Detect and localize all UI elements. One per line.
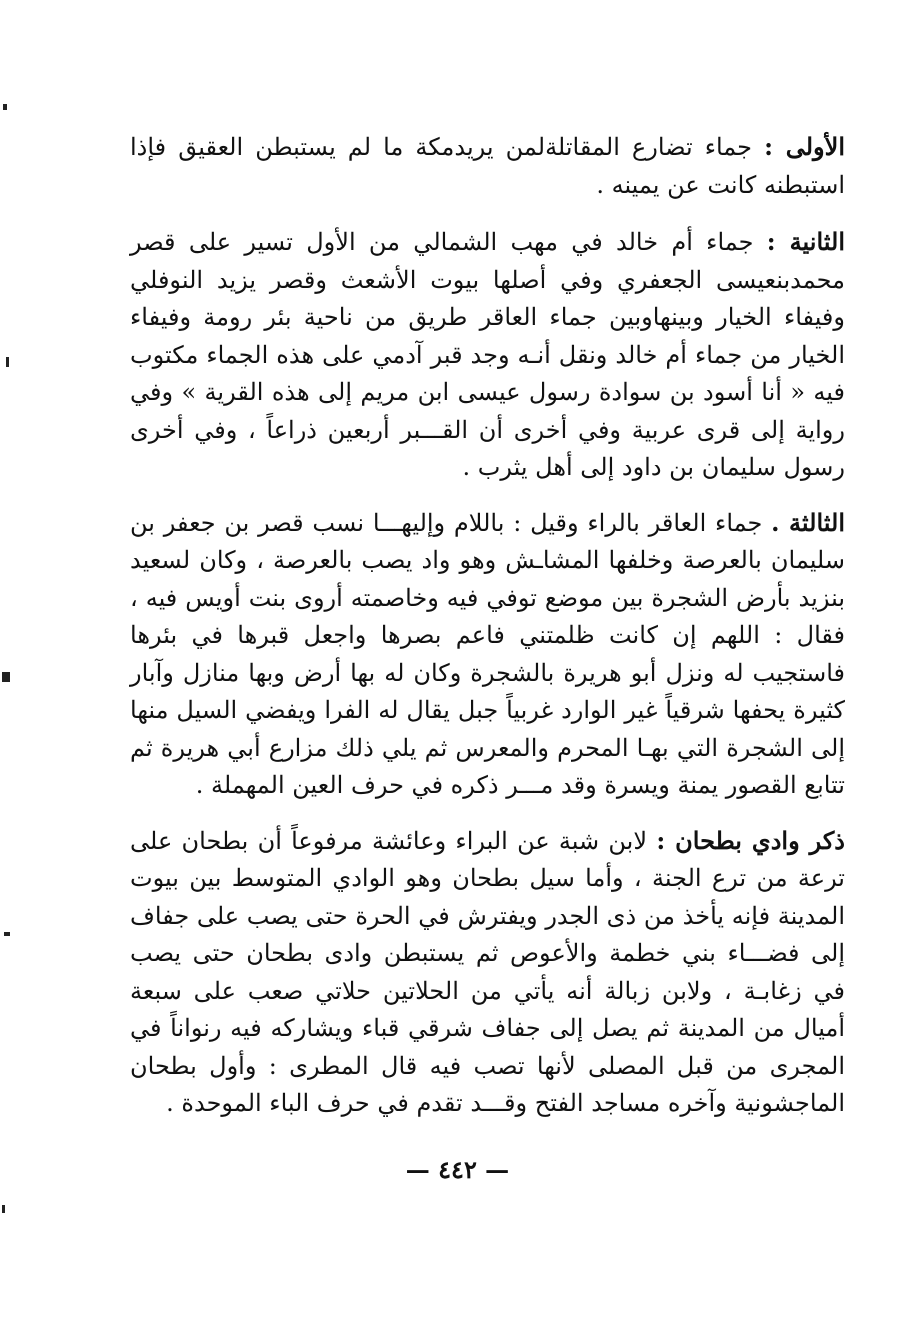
paragraph-text: لابن شبة عن البراء وعائشة مرفوعاً أن بطحان على ترعة من ترع الجنة ، وأما سيل بطحان وهو الوادي المتوسط بين بيوت المدينة فإنه يأخذ من ذى الجدر ويفترش في الحرة حتى يصب على جفاف إلى فضـــاء بني خطمة والأعوص ثم يستبطن وادى بطحان حتى يصب في زغابـة ، ولابن زبالة أنه يأتي من الحلاتين حلاتي صعب على سبعة أميال من المدينة ثم يصل إلى جفاف شرقي قباء ويشاركه فيه رنواناً في المجرى من قبل المصلى لأنها تصب فيه قال المطرى : وأول بطحان الماجشونية وآخره مساجد الفتح وقـــد تقدم في حرف الباء الموحدة . <box>130 826 845 1117</box>
paragraph-first <box>130 128 845 204</box>
paragraph-text: جماء تضارع المقاتلةلمن يريدمكة ما لم يستبطن العقيق فإذا استبطنه كانت عن يمينه . <box>130 133 845 199</box>
paragraph-text: جماء أم خالد في مهب الشمالي من الأول تسير على قصر محمدبنعيسى الجعفري وفي أصلها بيوت الأشعث وقصر يزيد النوفلي وفيفاء الخيار وبينهاوبين جماء العاقر طريق من ناحية بئر رومة وفيفاء الخيار من جماء أم خالد ونقل أنـه وجد قبر آدمي على هذه الجماء مكتوب فيه « أنا أسود بن سوادة رسول عيسى ابن مريم إلى هذه القرية » وفي رواية إلى قرى عربية وفي أخرى أن القـــبر أربعين ذراعاً ، وفي أخرى رسول سليمان بن داود إلى أهل يثرب . <box>130 228 845 481</box>
page-number: — ٤٤٢ — <box>405 1155 510 1184</box>
paragraph-heading: الثانية : <box>766 227 845 256</box>
paragraph-text: جماء العاقر بالراء وقيل : باللام وإليهـــا نسب قصر بن جعفر بن سليمان بالعرصة وخلفها المشاـش وهو واد يصب بالعرصة ، وكان لسعيد بنزيد بأرض الشجرة بين موضع توفي فيه وخاصمته أروى بنت أويس فيه ، فقال : اللهم إن كانت ظلمتني فاعم بصرها واجعل قبرها في بئرها فاستجيب له ونزل أبو هريرة بالشجرة وكان له بها أرض وبها منازل وآبار كثيرة يحفها شرقياً غير الوارد غربياً جبل يقال له الفرا ويفضي السيل منها إلى الشجرة التي بهـا المحرم والمعرس ثم يلي ذلك مزارع أبي هريرة ثم تتابع القصور يمنة ويسرة وقد مـــر ذكره في حرف العين المهملة . <box>130 508 845 799</box>
page-body <box>130 128 845 1123</box>
paragraph-heading: الثالثة . <box>771 507 845 537</box>
scan-mark <box>6 357 9 367</box>
scan-mark <box>4 932 10 936</box>
scan-mark <box>2 1205 5 1213</box>
paragraph-heading: الأولى : <box>764 132 845 161</box>
scan-mark <box>3 104 7 110</box>
paragraph-wadi-buthan <box>130 822 845 1123</box>
paragraph-second <box>130 223 845 487</box>
scan-mark <box>2 672 10 682</box>
paragraph-third <box>130 504 845 805</box>
paragraph-heading: ذكر وادي بطحان : <box>656 825 845 855</box>
